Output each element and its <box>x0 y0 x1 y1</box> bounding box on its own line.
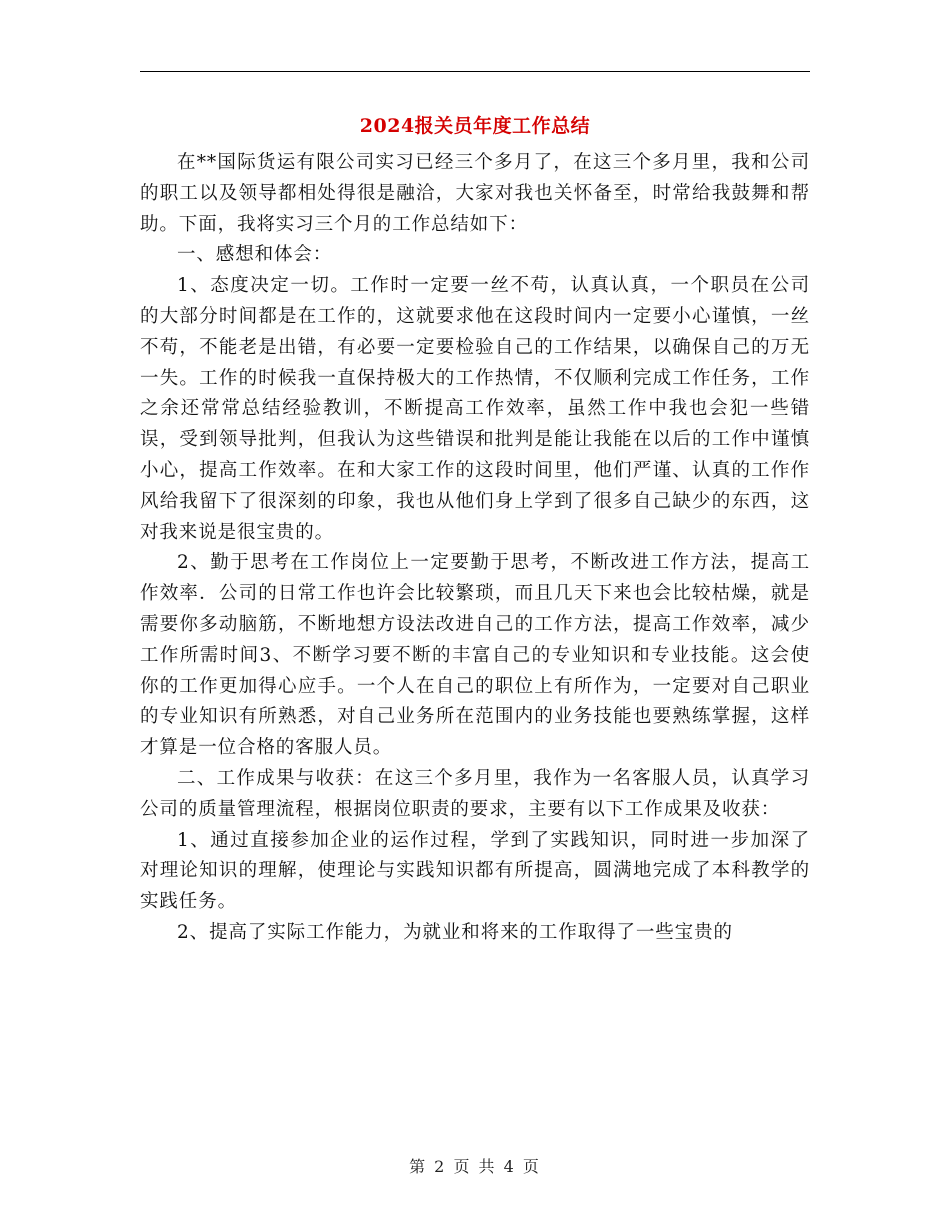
section-heading-impressions: 一、感想和体会： <box>177 244 333 266</box>
paragraph-result-2: 2、提高了实际工作能力，为就业和将来的工作取得了一些宝贵的 <box>177 921 733 943</box>
document-body <box>140 148 810 949</box>
header-rule <box>140 71 810 72</box>
document-title: 2024报关员年度工作总结 <box>359 115 591 137</box>
paragraph-attitude: 1、态度决定一切。工作时一定要一丝不苟，认真认真，一个职员在公司的大部分时间都是在工作的，这就要求他在这段时间内一定要小心谨慎，一丝不苟，不能老是出错，有必要一定要检验自己的工作结果，以确保自己的万无一失。工作的时候我一直保持极大的工作热情，不仅顺利完成工作任务，工作之余还常常总结经验教训，不断提高工作效率，虽然工作中我也会犯一些错误，受到领导批判，但我认为这些错误和批判是能让我能在以后的工作中谨慎小心，提高工作效率。在和大家工作的这段时间里，他们严谨、认真的工作作风给我留下了很深刻的印象，我也从他们身上学到了很多自己缺少的东西，这对我来说是很宝贵的。 <box>140 275 810 543</box>
paragraph-intro: 在**国际货运有限公司实习已经三个多月了，在这三个多月里，我和公司的职工以及领导都相处得很是融洽，大家对我也关怀备至，时常给我鼓舞和帮助。下面，我将实习三个月的工作总结如下： <box>140 152 810 235</box>
paragraph-thinking: 2、勤于思考在工作岗位上一定要勤于思考，不断改进工作方法，提高工作效率．公司的日常工作也许会比较繁琐，而且几天下来也会比较枯燥，就是需要你多动脑筋，不断地想方设法改进自己的工作方法，提高工作效率，减少工作所需时间3、不断学习要不断的丰富自己的专业知识和专业技能。这会使你的工作更加得心应手。一个人在自己的职位上有所作为，一定要对自己职业的专业知识有所熟悉，对自己业务所在范围内的业务技能也要熟练掌握，这样才算是一位合格的客服人员。 <box>140 552 810 759</box>
paragraph-results-heading: 二、工作成果与收获：在这三个多月里，我作为一名客服人员，认真学习公司的质量管理流程，根据岗位职责的要求，主要有以下工作成果及收获： <box>140 767 810 820</box>
page-number: 第 2 页 共 4 页 <box>409 1157 541 1176</box>
paragraph-result-1: 1、通过直接参加企业的运作过程，学到了实践知识，同时进一步加深了对理论知识的理解，使理论与实践知识都有所提高，圆满地完成了本科教学的实践任务。 <box>140 829 810 913</box>
